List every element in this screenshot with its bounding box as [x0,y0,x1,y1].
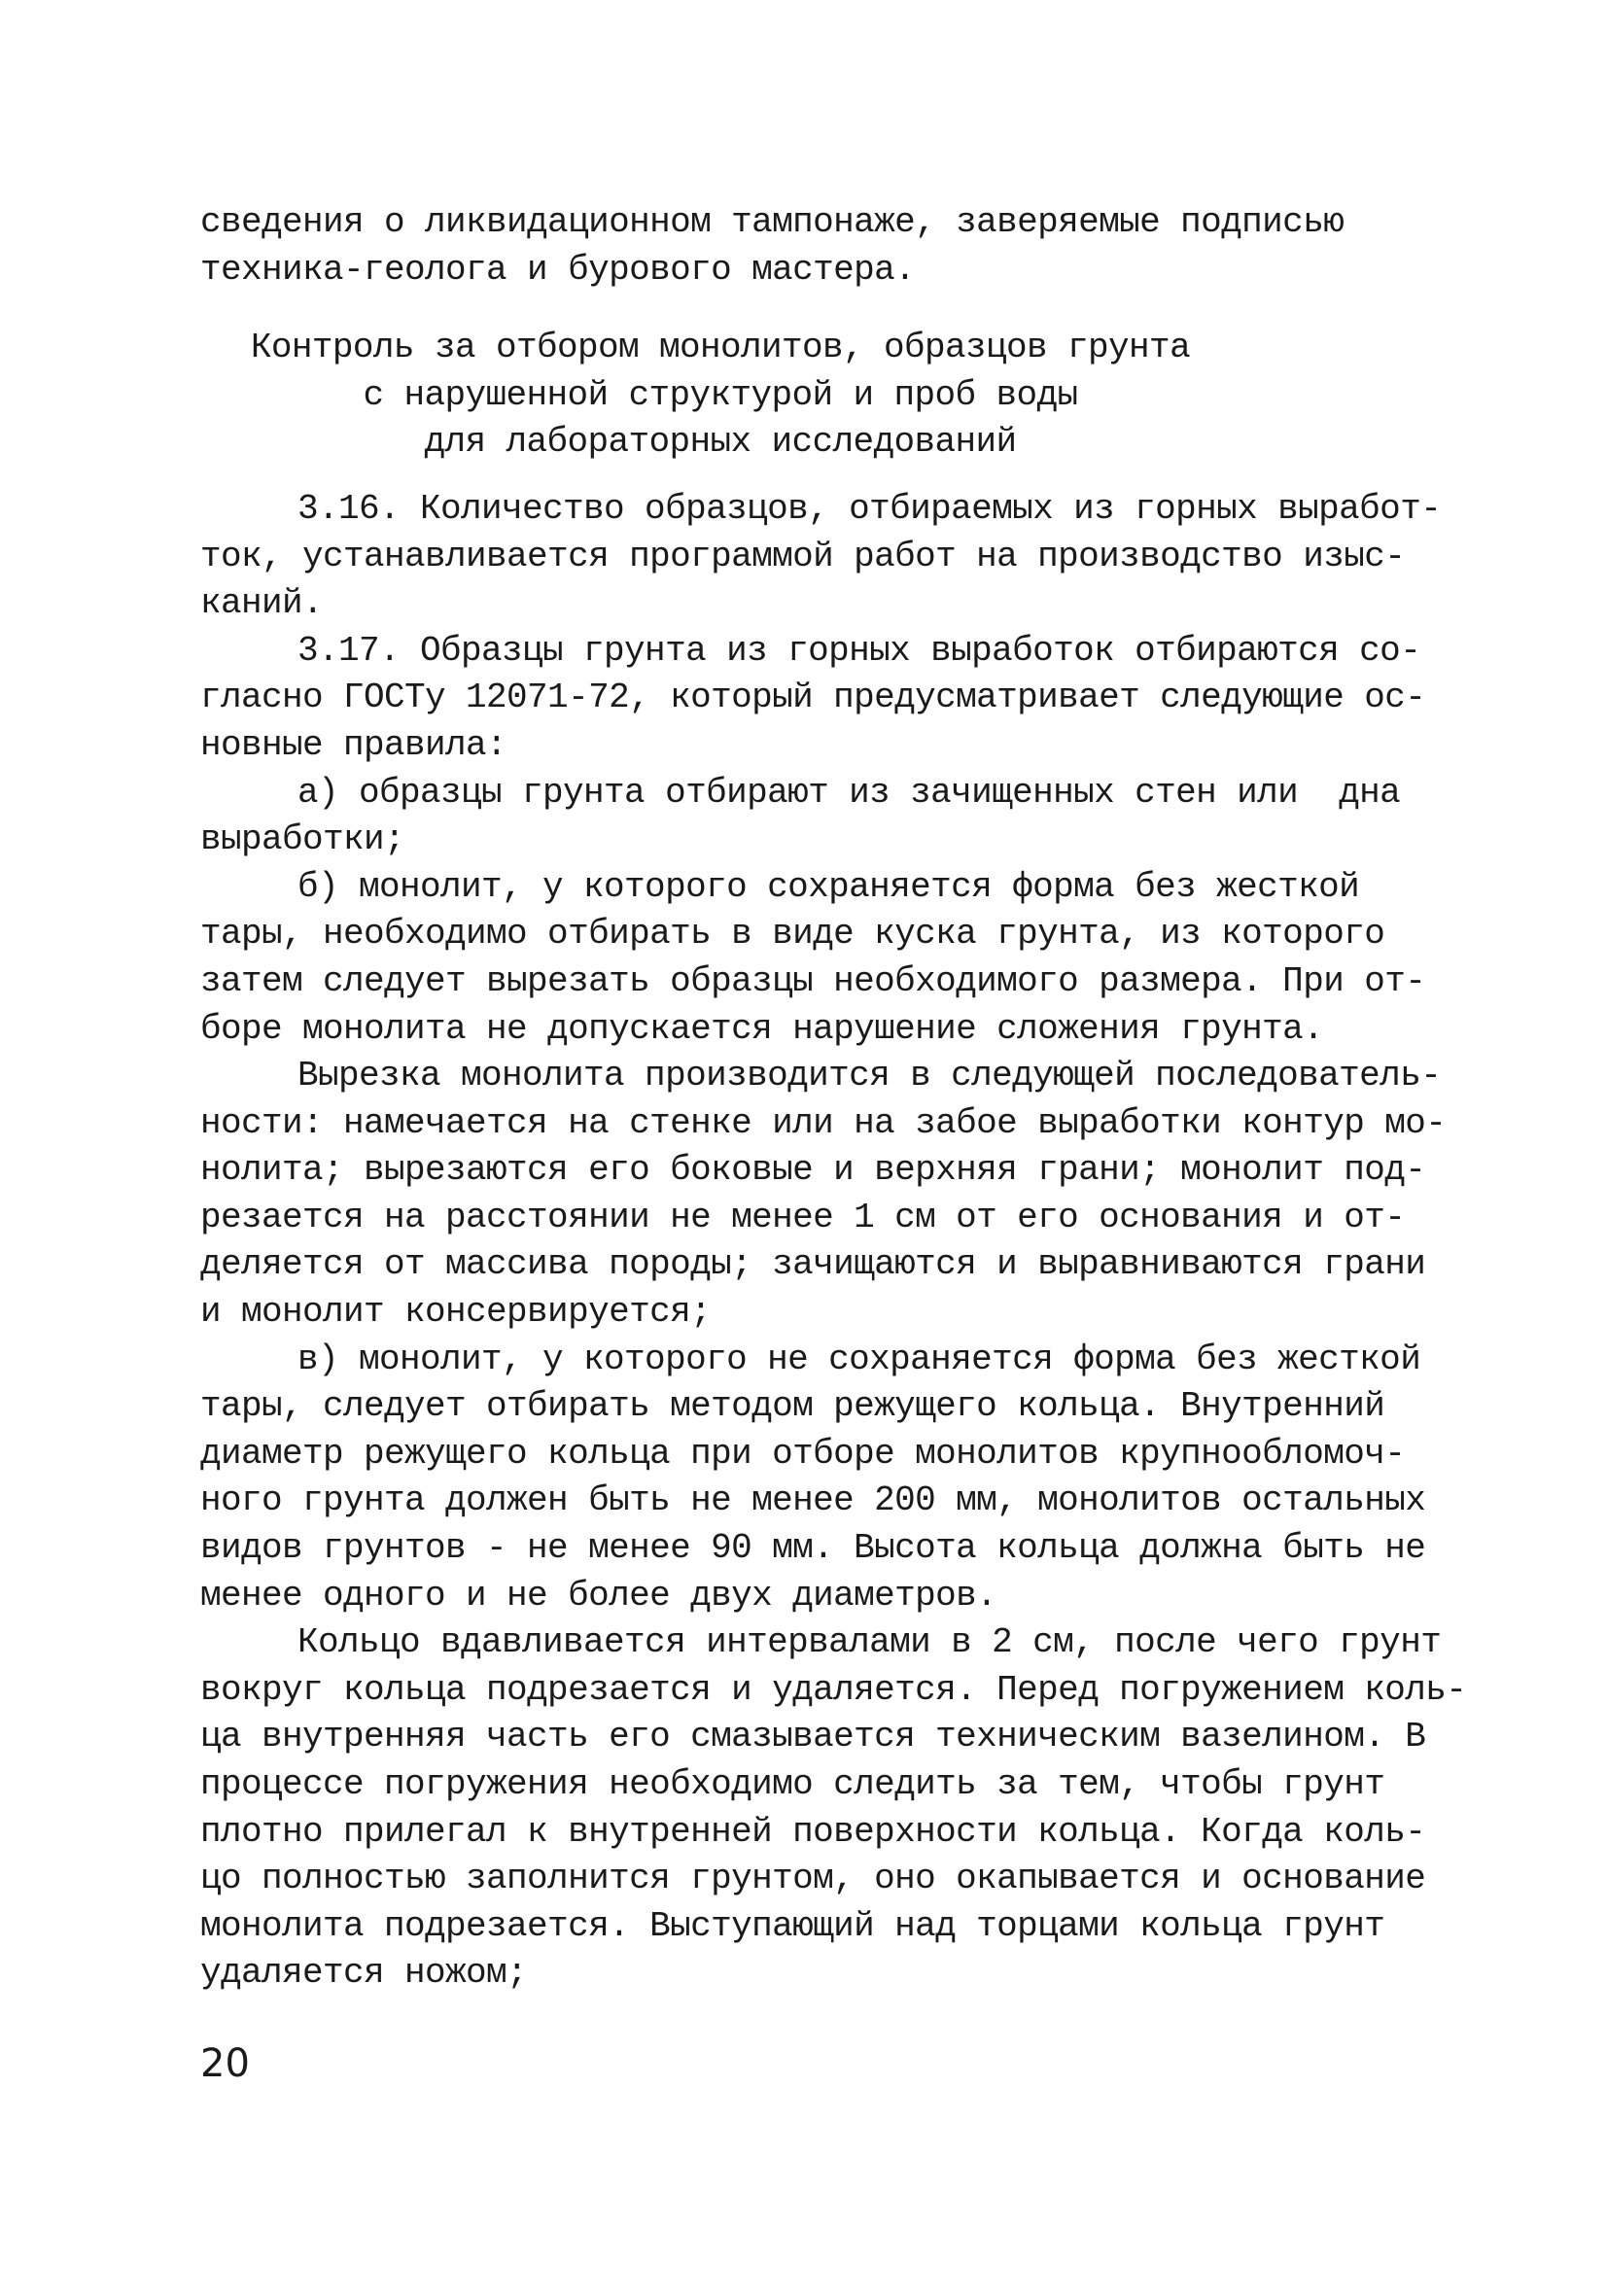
item-b-line-3: затем следует вырезать образцы необходимого размера. При от- [200,960,1426,1001]
ring-paragraph-line-3: ца внутренняя часть его смазывается техническим вазелином. В [200,1717,1426,1757]
paragraph-3-16-line-1: 3.16. Количество образцов, отбираемых из горных выработ- [297,488,1442,529]
item-b-line-1: б) монолит, у которого сохраняется форма без жесткой [297,866,1360,907]
cutting-paragraph-line-4: резается на расстоянии не менее 1 см от его основания и от- [200,1197,1406,1237]
cutting-paragraph-line-5: деляется от массива породы; зачищаются и выравниваются грани [200,1244,1426,1285]
spacer [200,294,1415,325]
ring-paragraph-line-7: монолита подрезается. Выступающий над торцами кольца грунт [200,1905,1385,1946]
ring-paragraph-line-4: процессе погружения необходимо следить за тем, чтобы грунт [200,1764,1385,1804]
spacer [200,467,1415,486]
item-a-line-2: выработки; [200,819,405,860]
item-a-line-1: а) образцы грунта отбирают из зачищенных стен или дна [297,772,1401,813]
item-v-line-5: видов грунтов - не менее 90 мм. Высота кольца должна быть не [200,1528,1426,1569]
section-heading-line-3: для лабораторных исследований [424,422,1017,463]
item-v-line-2: тары, следует отбирать методом режущего кольца. Внутренний [200,1386,1385,1427]
ring-paragraph-line-2: вокруг кольца подрезается и удаляется. Перед погружением коль- [200,1669,1467,1710]
page-number: 20 [200,2041,250,2086]
ring-paragraph-line-1: Кольцо вдавливается интервалами в 2 см, после чего грунт [297,1622,1442,1663]
cutting-paragraph-line-6: и монолит консервируется; [200,1292,712,1333]
paragraph-3-17-line-1: 3.17. Образцы грунта из горных выработок отбираются со- [297,630,1421,671]
item-b-line-4: боре монолита не допускается нарушение сложения грунта. [200,1008,1324,1049]
cutting-paragraph-line-1: Вырезка монолита производится в следующей последователь- [297,1056,1442,1096]
section-heading-line-2: с нарушенной структурой и проб воды [363,374,1078,415]
paragraph-3-17-line-2: гласно ГОСТу 12071-72, который предусматривает следующие ос- [200,678,1426,718]
paragraph-3-16-line-2: ток, устанавливается программой работ на производство изыс- [200,536,1406,576]
item-v-line-1: в) монолит, у которого не сохраняется форма без жесткой [297,1339,1421,1379]
section-heading-line-1: Контроль за отбором монолитов, образцов грунта [250,328,1191,368]
paragraph-3-17-line-3: новные правила: [200,724,507,765]
ring-paragraph-line-8: удаляется ножом; [200,1953,528,1994]
ring-paragraph-line-5: плотно прилегал к внутренней поверхности кольца. Когда коль- [200,1811,1426,1852]
paragraph-3-16-line-3: каний. [200,583,324,624]
intro-line-2: техника-геолога и бурового мастера. [200,249,916,290]
cutting-paragraph-line-3: нолита; вырезаются его боковые и верхняя грани; монолит под- [200,1150,1426,1191]
document-page [200,199,1467,1998]
item-b-line-2: тары, необходимо отбирать в виде куска грунта, из которого [200,914,1385,955]
ring-paragraph-line-6: цо полностью заполнится грунтом, оно окапывается и основание [200,1859,1426,1899]
intro-line-1: сведения о ликвидационном тампонаже, заверяемые подписью [200,202,1345,242]
item-v-line-4: ного грунта должен быть не менее 200 мм, монолитов остальных [200,1480,1426,1521]
cutting-paragraph-line-2: ности: намечается на стенке или на забое выработки контур мо- [200,1102,1447,1143]
item-v-line-6: менее одного и не более двух диаметров. [200,1575,997,1616]
item-v-line-3: диаметр режущего кольца при отборе монолитов крупнообломоч- [200,1433,1406,1474]
